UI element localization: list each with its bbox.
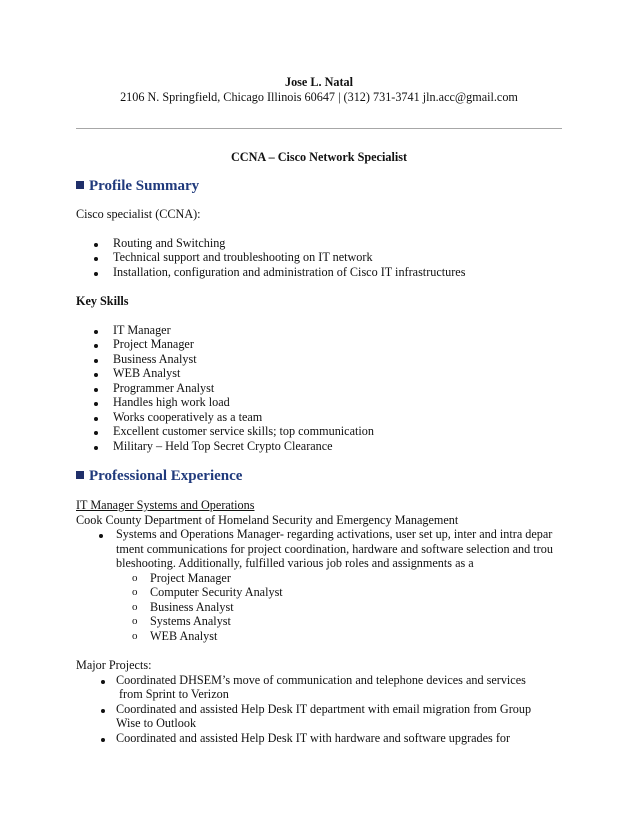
list-item: Handles high work load bbox=[113, 395, 230, 409]
bullet-icon bbox=[94, 446, 98, 450]
list-item: IT Manager bbox=[113, 323, 171, 337]
bullet-icon bbox=[99, 534, 103, 538]
contact-line: 2106 N. Springfield, Chicago Illinois 60647 | (312) 731-3741 jln.acc@gmail.com bbox=[120, 90, 518, 104]
square-bullet-icon bbox=[76, 181, 84, 189]
project-line: Coordinated and assisted Help Desk IT with hardware and software upgrades for bbox=[116, 731, 511, 745]
list-item: Excellent customer service skills; top communication bbox=[113, 424, 374, 438]
role-item: Systems Analyst bbox=[150, 614, 231, 628]
role-item: WEB Analyst bbox=[150, 629, 218, 643]
professional-experience-heading-text: Professional Experience bbox=[89, 468, 243, 484]
list-item: Military – Held Top Secret Crypto Clearance bbox=[113, 439, 333, 453]
list-item: Routing and Switching bbox=[113, 236, 226, 250]
list-item: Works cooperatively as a team bbox=[113, 410, 263, 424]
circle-bullet-icon: o bbox=[132, 630, 138, 642]
list-item: Programmer Analyst bbox=[113, 381, 215, 395]
circle-bullet-icon: o bbox=[132, 572, 138, 584]
candidate-name: Jose L. Natal bbox=[284, 75, 354, 89]
profile-summary-heading-text: Profile Summary bbox=[89, 178, 200, 194]
profile-intro: Cisco specialist (CCNA): bbox=[76, 207, 201, 221]
header-divider bbox=[76, 128, 562, 129]
major-projects-label: Major Projects: bbox=[76, 658, 152, 672]
bullet-icon bbox=[94, 344, 98, 348]
duty-line: Systems and Operations Manager- regarding activations, user set up, inter and intra depar bbox=[116, 527, 553, 541]
project-line: Coordinated DHSEM’s move of communication and telephone devices and services bbox=[116, 673, 526, 687]
circle-bullet-icon: o bbox=[132, 615, 138, 627]
bullet-icon bbox=[101, 709, 105, 713]
key-skills-heading: Key Skills bbox=[76, 294, 129, 308]
duty-line: bleshooting. Additionally, fulfilled various job roles and assignments as a bbox=[116, 556, 474, 570]
role-item: Business Analyst bbox=[150, 600, 234, 614]
list-item: WEB Analyst bbox=[113, 366, 181, 380]
job-title: IT Manager Systems and Operations bbox=[76, 498, 255, 512]
bullet-icon bbox=[94, 257, 98, 261]
profile-summary-heading bbox=[76, 177, 199, 195]
bullet-icon bbox=[94, 243, 98, 247]
bullet-icon bbox=[94, 272, 98, 276]
list-item: Business Analyst bbox=[113, 352, 197, 366]
bullet-icon bbox=[94, 417, 98, 421]
circle-bullet-icon: o bbox=[132, 601, 138, 613]
bullet-icon bbox=[101, 738, 105, 742]
project-line: from Sprint to Verizon bbox=[119, 687, 229, 701]
bullet-icon bbox=[94, 402, 98, 406]
bullet-icon bbox=[94, 359, 98, 363]
employer: Cook County Department of Homeland Security and Emergency Management bbox=[76, 513, 459, 527]
bullet-icon bbox=[94, 431, 98, 435]
bullet-icon bbox=[94, 330, 98, 334]
project-line: Wise to Outlook bbox=[116, 716, 197, 730]
role-item: Project Manager bbox=[150, 571, 231, 585]
circle-bullet-icon: o bbox=[132, 586, 138, 598]
list-item: Project Manager bbox=[113, 337, 194, 351]
professional-title: CCNA – Cisco Network Specialist bbox=[230, 150, 408, 164]
project-line: Coordinated and assisted Help Desk IT department with email migration from Group bbox=[116, 702, 532, 716]
duty-line: tment communications for project coordination, hardware and software selection and trou bbox=[116, 542, 553, 556]
list-item: Technical support and troubleshooting on IT network bbox=[113, 250, 373, 264]
square-bullet-icon bbox=[76, 471, 84, 479]
bullet-icon bbox=[94, 373, 98, 377]
role-item: Computer Security Analyst bbox=[150, 585, 283, 599]
bullet-icon bbox=[94, 388, 98, 392]
list-item: Installation, configuration and administration of Cisco IT infrastructures bbox=[113, 265, 466, 279]
professional-experience-heading bbox=[76, 467, 242, 485]
bullet-icon bbox=[101, 680, 105, 684]
